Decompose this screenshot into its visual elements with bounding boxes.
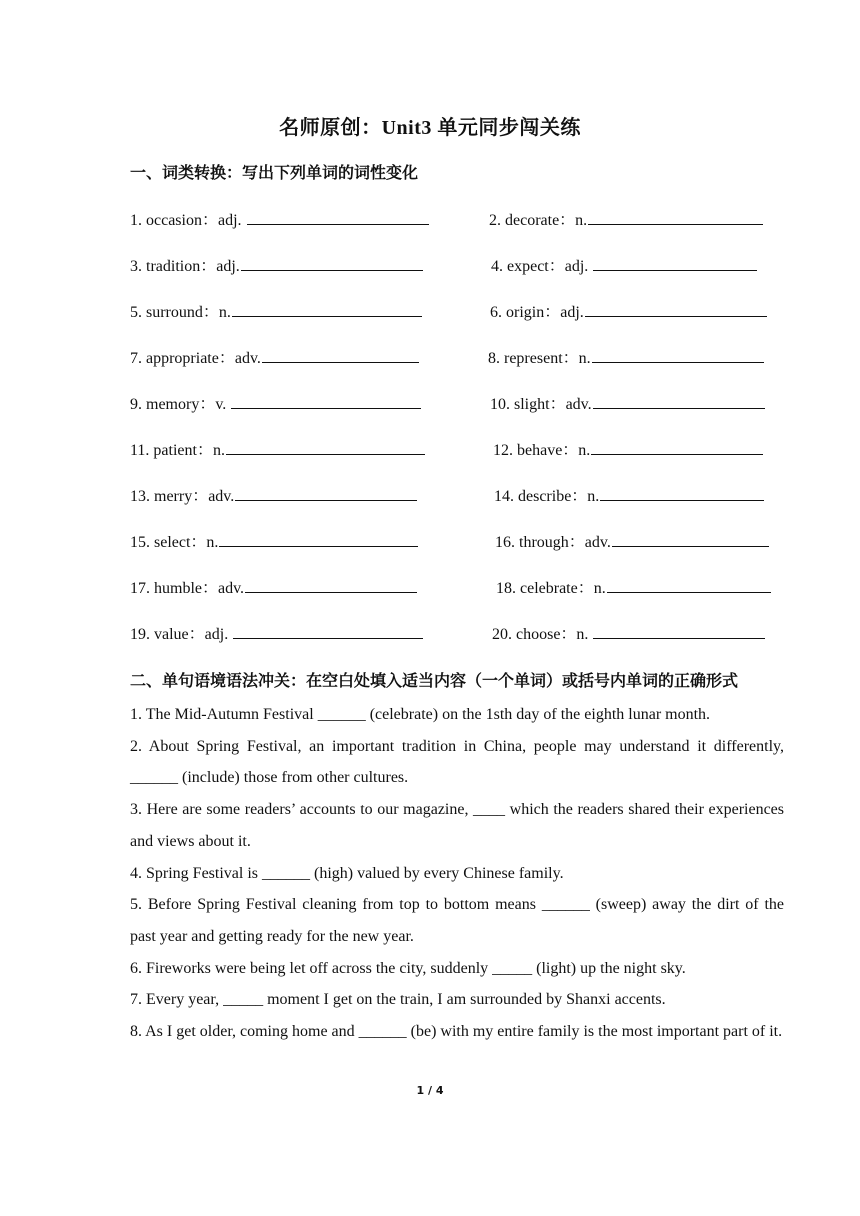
page-title: 名师原创：Unit3 单元同步闯关练 <box>279 117 581 139</box>
answer-blank[interactable] <box>585 301 767 317</box>
vocab-row <box>130 483 790 505</box>
answer-blank[interactable] <box>588 209 763 225</box>
answer-blank[interactable] <box>262 347 419 363</box>
answer-blank[interactable] <box>592 347 764 363</box>
answer-blank[interactable] <box>607 577 771 593</box>
vocab-row <box>130 437 790 459</box>
sentence-item: 6. Fireworks were being let off across the city, suddenly _____ (light) up the night sky. <box>130 959 686 977</box>
answer-blank[interactable] <box>231 393 421 409</box>
vocab-item: 11. patient：n. <box>130 437 425 460</box>
vocab-row <box>130 207 790 229</box>
answer-blank[interactable] <box>232 301 422 317</box>
vocab-item: 4. expect：adj. <box>491 253 757 276</box>
sentence-item: 3. Here are some readers’ accounts to our magazine, ____ which the readers shared their experiences and views about it. <box>130 801 784 850</box>
vocab-row <box>130 299 790 321</box>
answer-blank[interactable] <box>241 255 423 271</box>
vocab-item: 10. slight：adv. <box>490 391 765 414</box>
vocab-row <box>130 345 790 367</box>
answer-blank[interactable] <box>226 439 425 455</box>
vocab-item: 17. humble：adv. <box>130 575 417 598</box>
sentence-item: 1. The Mid-Autumn Festival ______ (celebrate) on the 1sth day of the eighth lunar month. <box>130 706 711 723</box>
page-number: 1 / 4 <box>416 1084 444 1097</box>
answer-blank[interactable] <box>593 623 765 639</box>
vocab-row <box>130 529 790 551</box>
answer-blank[interactable] <box>593 255 757 271</box>
vocab-item: 9. memory：v. <box>130 391 421 414</box>
sentence-list <box>130 699 784 1048</box>
sentence-item: 4. Spring Festival is ______ (high) valued by every Chinese family. <box>130 864 564 882</box>
vocab-item: 14. describe：n. <box>494 483 764 506</box>
vocab-item: 15. select：n. <box>130 529 418 552</box>
vocab-item: 5. surround：n. <box>130 299 422 322</box>
vocab-row <box>130 575 790 597</box>
answer-blank[interactable] <box>612 531 769 547</box>
vocab-item: 20. choose：n. <box>492 621 765 644</box>
sentence-item: 8. As I get older, coming home and ______ (be) with my entire family is the most important part of it. <box>130 1023 783 1041</box>
answer-blank[interactable] <box>233 623 423 639</box>
answer-blank[interactable] <box>235 485 417 501</box>
sentence-item: 7. Every year, _____ moment I get on the train, I am surrounded by Shanxi accents. <box>130 991 666 1009</box>
vocab-item: 18. celebrate：n. <box>496 575 771 598</box>
sentence-item: 5. Before Spring Festival cleaning from top to bottom means ______ (sweep) away the dirt of the past year and getting ready for the new year. <box>130 896 784 945</box>
section-2-heading: 二、单句语境语法冲关：在空白处填入适当内容（一个单词）或括号内单词的正确形式 <box>130 673 739 690</box>
vocab-item: 7. appropriate：adv. <box>130 345 419 368</box>
vocab-item: 3. tradition：adj. <box>130 253 423 276</box>
sentence-item: 2. About Spring Festival, an important tradition in China, people may understand it differently, ______ (include) those from other cultures. <box>130 737 784 787</box>
answer-blank[interactable] <box>247 209 429 225</box>
vocab-item: 2. decorate：n. <box>489 207 763 230</box>
vocab-item: 8. represent：n. <box>488 345 764 368</box>
vocab-item: 6. origin：adj. <box>490 299 767 322</box>
vocab-item: 1. occasion：adj. <box>130 207 429 230</box>
section-1-heading: 一、词类转换：写出下列单词的词性变化 <box>130 165 419 182</box>
answer-blank[interactable] <box>219 531 418 547</box>
answer-blank[interactable] <box>245 577 417 593</box>
vocab-item: 19. value：adj. <box>130 621 423 644</box>
vocab-row <box>130 253 790 275</box>
vocab-row <box>130 391 790 413</box>
answer-blank[interactable] <box>593 393 765 409</box>
vocab-item: 16. through：adv. <box>495 529 769 552</box>
vocab-item: 12. behave：n. <box>493 437 763 460</box>
vocab-row <box>130 621 790 643</box>
answer-blank[interactable] <box>591 439 763 455</box>
answer-blank[interactable] <box>600 485 764 501</box>
vocab-item: 13. merry：adv. <box>130 483 417 506</box>
